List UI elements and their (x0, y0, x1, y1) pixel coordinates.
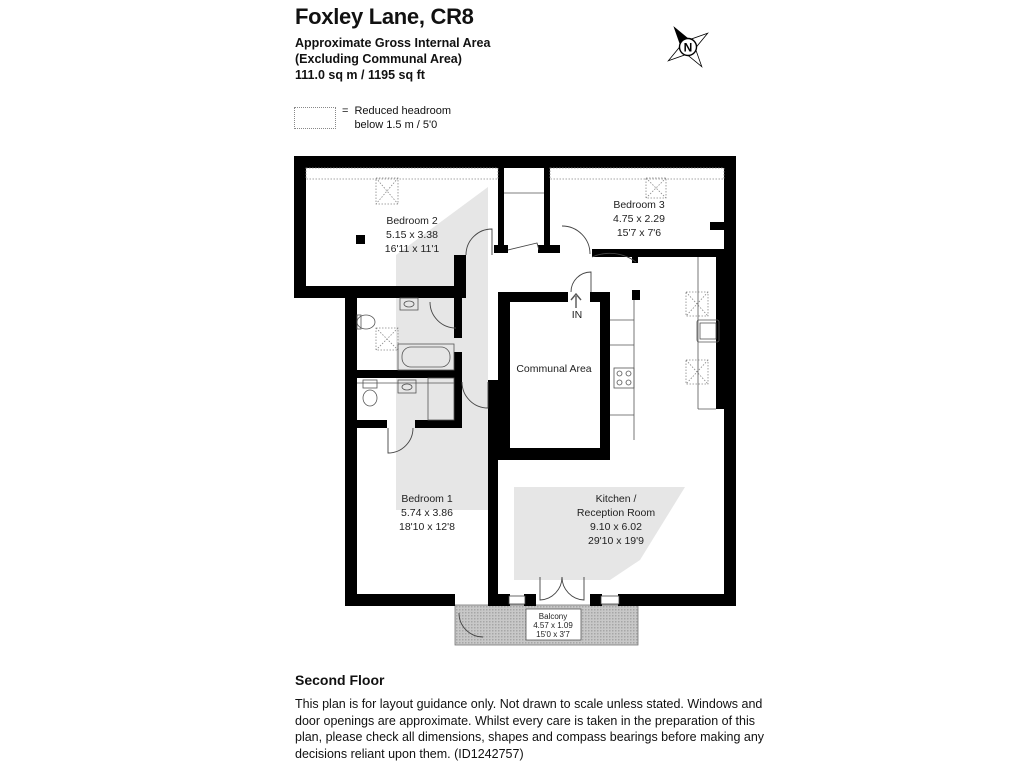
svg-text:15'7 x 7'6: 15'7 x 7'6 (616, 227, 662, 239)
svg-text:16'11 x 11'1: 16'11 x 11'1 (384, 243, 440, 255)
plan-title: Foxley Lane, CR8 (295, 4, 474, 29)
svg-text:29'10 x 19'9: 29'10 x 19'9 (588, 535, 644, 547)
svg-text:4.57 x 1.09: 4.57 x 1.09 (533, 621, 573, 630)
svg-text:Communal Area: Communal Area (516, 363, 592, 375)
svg-text:Bedroom 3: Bedroom 3 (613, 199, 665, 211)
room-communal-area (516, 363, 591, 375)
svg-text:4.75 x 2.29: 4.75 x 2.29 (613, 213, 665, 225)
area-value: 111.0 sq m / 1195 sq ft (295, 68, 425, 82)
svg-text:Bedroom 2: Bedroom 2 (386, 215, 438, 227)
entrance-label: IN (571, 309, 583, 321)
area-line-2: (Excluding Communal Area) (295, 52, 462, 66)
room-bedroom-3 (613, 199, 665, 239)
svg-text:18'10 x 12'8: 18'10 x 12'8 (399, 521, 455, 533)
area-line-1: Approximate Gross Internal Area (295, 36, 491, 50)
room-bedroom-1 (399, 493, 455, 533)
legend-line-2: below 1.5 m / 5'0 (354, 119, 438, 131)
svg-text:Bedroom 1: Bedroom 1 (401, 493, 453, 505)
svg-text:5.15 x 3.38: 5.15 x 3.38 (386, 229, 438, 241)
svg-text:Kitchen /: Kitchen / (595, 493, 637, 505)
svg-text:15'0 x 3'7: 15'0 x 3'7 (536, 630, 570, 639)
compass-label: N (683, 40, 693, 55)
svg-text:9.10 x 6.02: 9.10 x 6.02 (590, 521, 642, 533)
disclaimer-text: This plan is for layout guidance only. Not drawn to scale unless stated. Windows and door openings are approximate. Whilst every care is taken in the preparation of this plan, please check all dimensions, shapes and compass bearings before making any decisions reliant upon them. (ID1242757) (295, 697, 765, 761)
svg-text:Balcony: Balcony (538, 612, 568, 621)
svg-text:Reception Room: Reception Room (576, 507, 656, 519)
entrance-arrow-icon (571, 294, 581, 308)
svg-text:5.74 x 3.86: 5.74 x 3.86 (401, 507, 453, 519)
legend-equals: = (342, 105, 349, 117)
floor-label: Second Floor (295, 672, 385, 688)
room-bedroom-2 (385, 215, 440, 255)
legend-line-1: Reduced headroom (354, 105, 452, 117)
